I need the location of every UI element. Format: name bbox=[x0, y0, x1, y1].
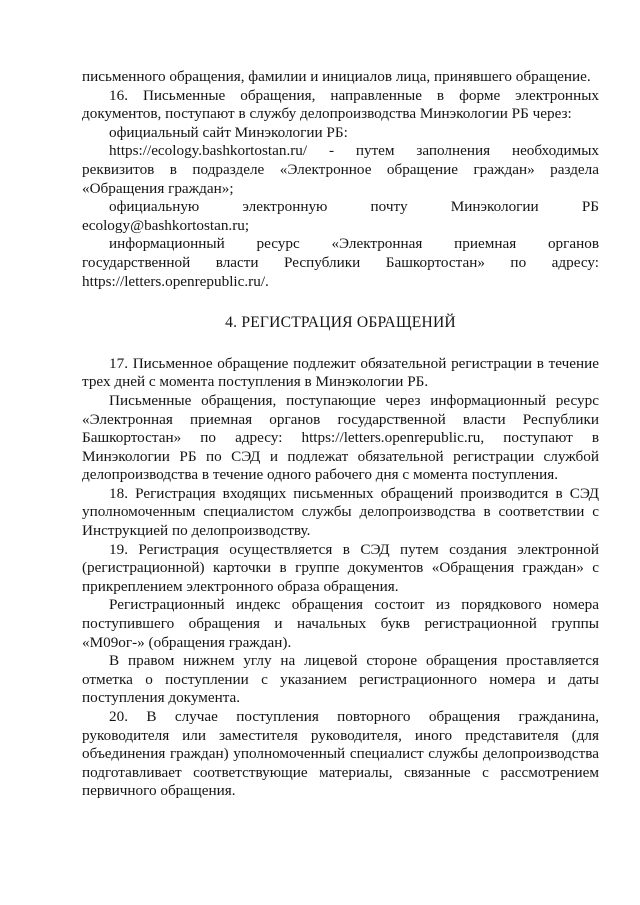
paragraph-item-16: 16. Письменные обращения, направленные в форме электронных документов, поступают в службу делопроизводства Минэкологии РБ через: bbox=[82, 86, 599, 123]
paragraph-official-site: официальный сайт Минэкологии РБ: bbox=[109, 123, 348, 141]
paragraph-electronic-reception: Письменные обращения, поступающие через информационный ресурс «Электронная приемная органов государственной власти Республики Башкортостан» по адресу: https://letters.openrepublic.ru, поступают в Минэкологии РБ по СЭД и подлежат обязательной регистрации службой делопроизводства в течение одного рабочего дня с момента поступления. bbox=[82, 391, 599, 484]
paragraph-email: официальную электронную почту Минэкологии РБ ecology@bashkortostan.ru; bbox=[82, 198, 599, 234]
paragraph-item-18: 18. Регистрация входящих письменных обращений производится в СЭД уполномоченным специалистом службы делопроизводства в соответствии с Инструкцией по делопроизводству. bbox=[82, 484, 599, 540]
document-page bbox=[82, 68, 599, 801]
paragraph-receipt-mark: В правом нижнем углу на лицевой стороне обращения проставляется отметка о поступлении с указанием регистрационного номера и даты поступления документа. bbox=[82, 652, 599, 707]
paragraph-registration-index: Регистрационный индекс обращения состоит из порядкового номера поступившего обращения и начальных букв регистрационной группы «М09ог-» (обращения граждан). bbox=[82, 596, 599, 651]
paragraph-site-url: https://ecology.bashkortostan.ru/ - путем заполнения необходимых реквизитов в подразделе «Электронное обращение граждан» раздела «Обращения граждан»; bbox=[82, 142, 599, 197]
paragraph-item-20: 20. В случае поступления повторного обращения гражданина, руководителя или заместителя руководителя, иного представителя (для объединения граждан) уполномоченный специалист службы делопроизводства подготавливает соответствующие материалы, связанные с рассмотрением первичного обращения. bbox=[82, 708, 599, 800]
paragraph-item-17: 17. Письменное обращение подлежит обязательной регистрации в течение трех дней с момента поступления в Минэкологии РБ. bbox=[82, 354, 599, 391]
section-heading: 4. РЕГИСТРАЦИЯ ОБРАЩЕНИЙ bbox=[225, 314, 456, 332]
paragraph-info-resource: информационный ресурс «Электронная приемная органов государственной власти Республики Башкортостан» по адресу: https://letters.openrepublic.ru/. bbox=[82, 235, 599, 290]
paragraph-continuation: письменного обращения, фамилии и инициалов лица, принявшего обращение. bbox=[82, 68, 591, 85]
paragraph-item-19: 19. Регистрация осуществляется в СЭД путем создания электронной (регистрационной) карточки в группе документов «Обращения граждан» с прикреплением электронного образа обращения. bbox=[82, 540, 599, 595]
